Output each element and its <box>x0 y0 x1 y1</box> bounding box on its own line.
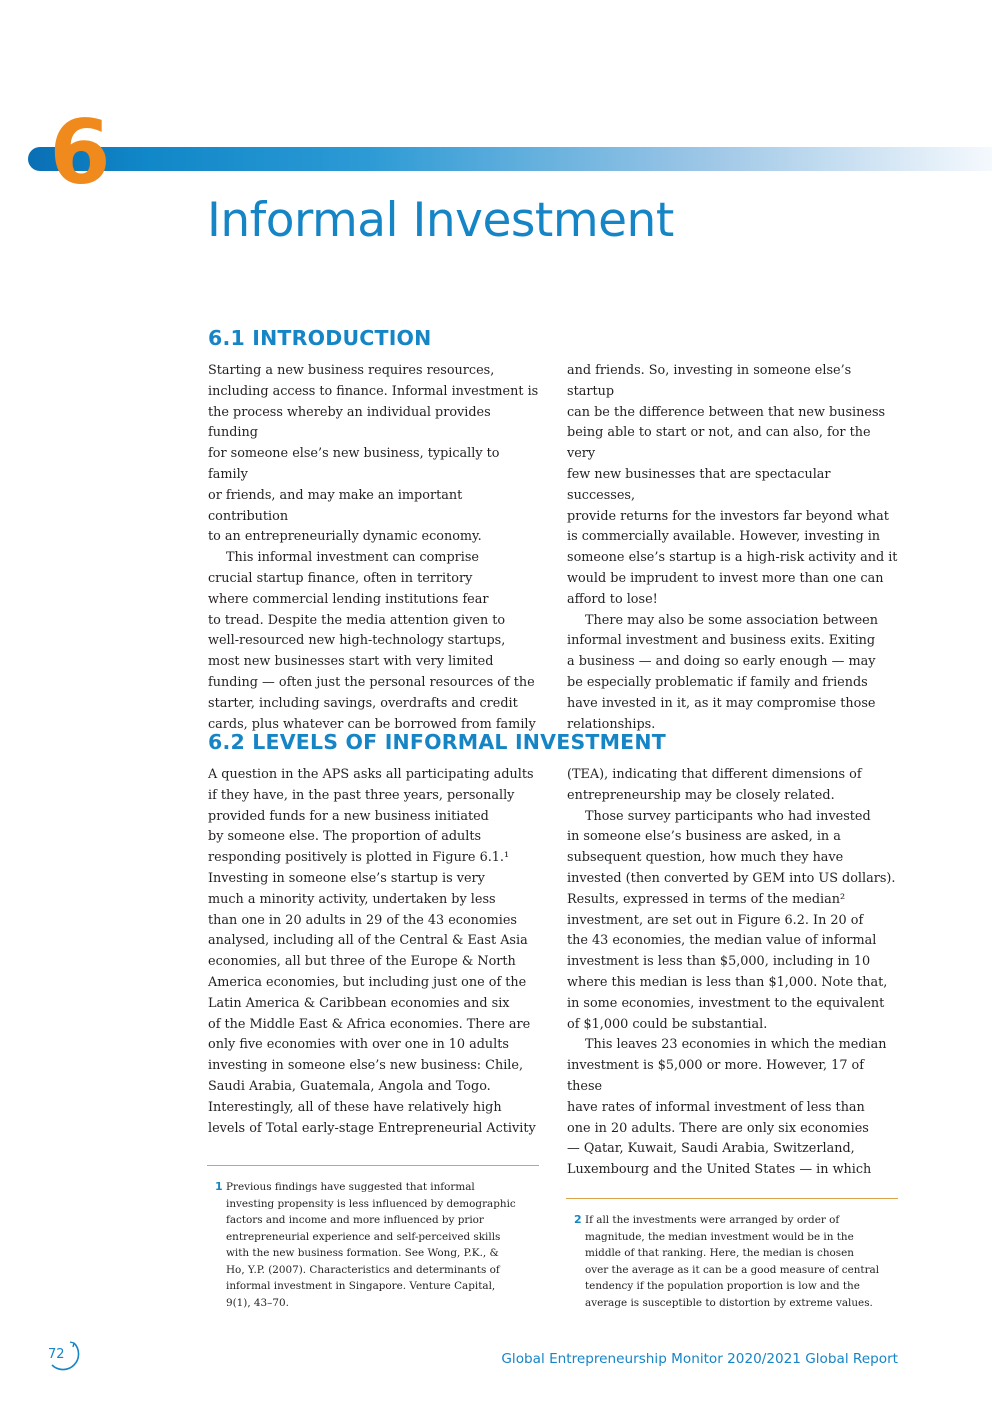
text-line: have invested in it, as it may compromise those <box>567 695 876 711</box>
text-line: in someone else’s business are asked, in a <box>567 829 841 845</box>
text-line: A question in the APS asks all participating adults <box>208 767 534 782</box>
text-line: provided funds for a new business initiated <box>208 808 489 824</box>
text-line: or friends, and may make an important contribution <box>208 487 463 524</box>
text-line: to an entrepreneurially dynamic economy. <box>208 529 482 545</box>
text-line: tendency if the population proportion is low and the <box>585 1280 860 1292</box>
text-line: crucial startup finance, often in territory <box>208 570 473 586</box>
text-line: levels of Total early-stage Entrepreneurial Activity <box>208 1120 536 1136</box>
text-line: Results, expressed in terms of the median² <box>567 891 846 907</box>
text-line: relationships. <box>567 716 656 732</box>
text-line: of the Middle East & Africa economies. There are <box>208 1016 531 1032</box>
text-line: of $1,000 could be substantial. <box>567 1016 768 1032</box>
text-line: most new businesses start with very limited <box>208 654 494 670</box>
text-line: This leaves 23 economies in which the median <box>585 1037 887 1053</box>
text-line: If all the investments were arranged by order of <box>585 1214 840 1226</box>
text-line: There may also be some association between <box>585 612 878 628</box>
text-line: informal investment in Singapore. Venture Capital, <box>226 1280 496 1292</box>
text-line: few new businesses that are spectacular successes, <box>567 466 831 503</box>
section-2-left-column <box>208 765 541 1139</box>
text-line: being able to start or not, and can also, for the very <box>567 425 871 462</box>
section-2-right-column <box>567 765 900 1181</box>
text-line: with the new business formation. See Wong, P.K., & <box>226 1247 499 1259</box>
footnote-divider <box>207 1165 539 1166</box>
footnote-number: 1 <box>215 1180 223 1193</box>
section-heading-introduction: 6.1 INTRODUCTION <box>208 326 432 350</box>
text-line: over the average as it can be a good measure of central <box>585 1263 880 1276</box>
text-line: only five economies with over one in 10 adults <box>208 1037 509 1053</box>
text-line: one in 20 adults. There are only six economies <box>567 1120 869 1136</box>
text-line: and friends. So, investing in someone else’s startup <box>567 363 852 399</box>
text-line: much a minority activity, undertaken by less <box>208 891 496 907</box>
text-line: investment is $5,000 or more. However, 17 of these <box>567 1058 864 1094</box>
text-line: factors and income and more influenced by prior <box>226 1214 484 1226</box>
text-line: Latin America & Caribbean economies and six <box>208 995 510 1011</box>
page-number: 72 <box>48 1347 65 1362</box>
text-line: by someone else. The proportion of adults <box>208 829 482 845</box>
text-line: in some economies, investment to the equivalent <box>567 995 885 1011</box>
text-line: cards, plus whatever can be borrowed from family <box>208 716 536 732</box>
text-line: Interestingly, all of these have relatively high <box>208 1099 502 1115</box>
footnote-1 <box>215 1179 535 1311</box>
text-line: entrepreneurship may be closely related. <box>567 787 835 803</box>
text-line: have rates of informal investment of less than <box>567 1099 865 1115</box>
text-line: Those survey participants who had invested <box>585 808 871 824</box>
paragraph <box>208 765 541 1139</box>
text-line: This informal investment can comprise <box>226 550 479 566</box>
text-line: Starting a new business requires resources, <box>208 363 495 378</box>
paragraph <box>208 548 541 735</box>
text-line: where this median is less than $1,000. Note that, <box>567 974 888 990</box>
text-line: can be the difference between that new business <box>567 404 886 420</box>
text-line: (TEA), indicating that different dimensions of <box>567 767 862 782</box>
text-line: be especially problematic if family and friends <box>567 674 868 690</box>
text-line: well-resourced new high-technology startups, <box>208 633 506 649</box>
text-line: magnitude, the median investment would be in the <box>585 1230 854 1243</box>
text-line: would be imprudent to invest more than one can <box>567 570 884 586</box>
text-line: Previous findings have suggested that informal <box>226 1181 475 1193</box>
text-line: is commercially available. However, investing in <box>567 529 881 545</box>
footnote-number: 2 <box>574 1213 582 1226</box>
footnote-text <box>574 1212 894 1311</box>
section-1-left-column <box>208 361 541 735</box>
text-line: middle of that ranking. Here, the median is chosen <box>585 1247 854 1259</box>
paragraph <box>567 1035 900 1181</box>
text-line: someone else’s startup is a high-risk activity and it <box>567 550 898 566</box>
text-line: starter, including savings, overdrafts and credit <box>208 695 518 711</box>
paragraph <box>567 765 900 807</box>
text-line: investing in someone else’s new business: Chile, <box>208 1058 524 1074</box>
text-line: if they have, in the past three years, personally <box>208 787 515 803</box>
text-line: entrepreneurial experience and self-perceived skills <box>226 1230 501 1243</box>
text-line: investment is less than $5,000, including in 10 <box>567 954 871 970</box>
text-line: Investing in someone else’s startup is very <box>208 870 485 886</box>
text-line: the 43 economies, the median value of informal <box>567 933 877 949</box>
text-line: 9(1), 43–70. <box>226 1296 289 1309</box>
text-line: afford to lose! <box>567 591 658 607</box>
text-line: — Qatar, Kuwait, Saudi Arabia, Switzerland, <box>567 1141 855 1157</box>
footnote-2 <box>574 1212 894 1311</box>
chapter-title: Informal Investment <box>207 193 674 248</box>
text-line: a business — and doing so early enough — may <box>567 654 876 670</box>
text-line: invested (then converted by GEM into US dollars). <box>567 870 896 886</box>
text-line: investing propensity is less influenced by demographic <box>226 1197 516 1210</box>
footnote-text <box>215 1179 535 1311</box>
text-line: for someone else’s new business, typically to family <box>208 446 500 482</box>
text-line: Saudi Arabia, Guatemala, Angola and Togo. <box>208 1078 491 1094</box>
text-line: responding positively is plotted in Figure 6.1.¹ <box>208 850 510 866</box>
text-line: to tread. Despite the media attention given to <box>208 612 506 628</box>
section-1-right-column <box>567 361 900 735</box>
text-line: economies, all but three of the Europe & North <box>208 954 516 970</box>
paragraph <box>567 361 900 611</box>
text-line: Ho, Y.P. (2007). Characteristics and determinants of <box>226 1263 500 1276</box>
text-line: Luxembourg and the United States — in which <box>567 1162 872 1178</box>
footnote-divider <box>566 1198 898 1199</box>
paragraph <box>208 361 541 548</box>
text-line: informal investment and business exits. Exiting <box>567 633 876 649</box>
text-line: including access to finance. Informal investment is <box>208 383 539 399</box>
text-line: subsequent question, how much they have <box>567 850 844 866</box>
text-line: than one in 20 adults in 29 of the 43 economies <box>208 912 517 928</box>
text-line: provide returns for the investors far beyond what <box>567 508 889 524</box>
text-line: investment, are set out in Figure 6.2. In 20 of <box>567 912 864 928</box>
paragraph <box>567 807 900 1036</box>
text-line: analysed, including all of the Central & East Asia <box>208 933 528 949</box>
section-heading-levels-of-informal-investment: 6.2 LEVELS OF INFORMAL INVESTMENT <box>208 730 666 754</box>
text-line: where commercial lending institutions fear <box>208 591 489 607</box>
text-line: the process whereby an individual provides funding <box>208 404 491 441</box>
text-line: average is susceptible to distortion by extreme values. <box>585 1296 873 1309</box>
running-footer: Global Entrepreneurship Monitor 2020/2021 Global Report <box>501 1351 898 1367</box>
chapter-number: 6 <box>49 101 109 204</box>
text-line: America economies, but including just one of the <box>208 974 527 990</box>
paragraph <box>567 611 900 736</box>
text-line: funding — often just the personal resources of the <box>208 674 535 690</box>
chapter-banner <box>28 147 992 171</box>
